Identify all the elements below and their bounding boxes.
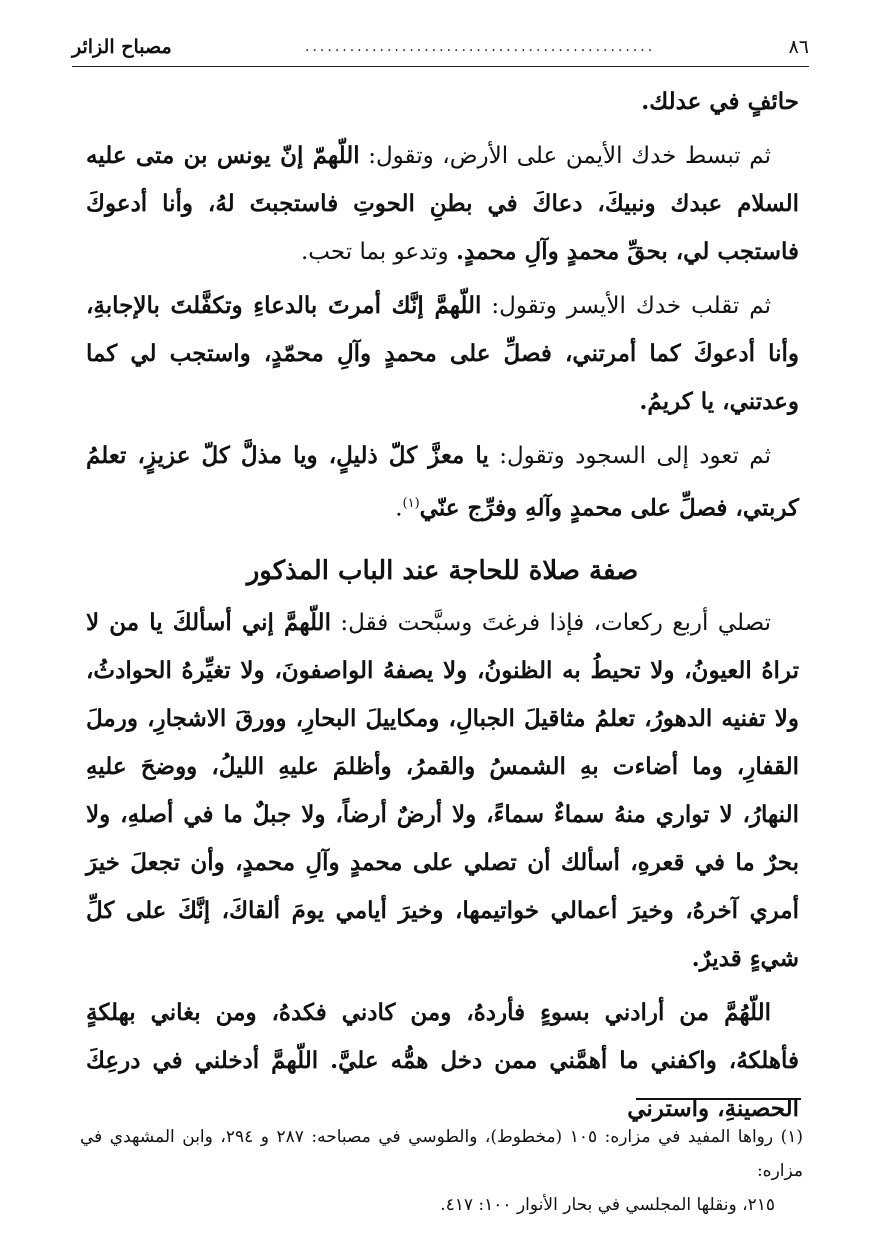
paragraph-6 [86,989,799,1133]
paragraph-4 [86,432,799,533]
footnote-separator [636,1098,801,1100]
paragraph-2-tail: وتدعو بما تحب. [301,239,456,265]
page-number: ٨٦ [788,36,809,58]
paragraph-2-lead: ثم تبسط خدك الأيمن على الأرض، وتقول: [359,143,771,169]
footnotes [80,1120,803,1222]
header-dot-leader: ............................................... [305,39,656,55]
running-header [72,30,809,64]
paragraph-1 [86,78,799,126]
paragraph-5-dua: اللّهمَّ إني أسألكَ يا من لا تراهُ العيونُ، ولا تحيطُ به الظنونُ، ولا يصفهُ الواصفونَ، ولا تغيِّرهُ الحوادثُ، ولا تفنيه الدهورُ، تعلمُ مثاقيلَ الجبالِ، ومكاييلَ البحارِ، وورقَ الاشجارِ، ورملَ القفارِ، وما أضاءت بهِ الشمسُ والقمرُ، وأظلمَ عليهِ الليلُ، ووضحَ عليهِ النهارُ، لا تواري منهُ سماءٌ سماءً، ولا أرضٌ أرضاً، ولا جبلٌ ما في أصلهِ، ولا بحرٌ ما في قعرهِ، أسألك أن تصلي على محمدٍ وآلِ محمدٍ، وأن تجعلَ خيرَ أمري آخرهُ، وخيرَ أعمالي خواتيمها، وخيرَ أيامي يومَ ألقاكَ، إنَّكَ على كلِّ شيءٍ قديرٌ. [86,608,799,972]
paragraph-3 [86,282,799,426]
paragraph-5-lead: تصلي أربع ركعات، فإذا فرغتَ وسبَّحت فقل: [330,609,771,636]
paragraph-2 [86,132,799,276]
paragraph-2-dua: اللّهمّ إنّ يونس بن متى عليه السلام عبدك ونبيكَ، دعاكَ في بطنِ الحوتِ فاستجبتَ لهُ، وأنا أدعوكَ فاستجب لي، بحقِّ محمدٍ وآلِ محمدٍ. [86,142,799,265]
paragraph-4-dua: يا معزَّ كلّ ذليلٍ، ويا مذلَّ كلّ عزيزٍ، تعلمُ كربتي، فصلِّ على محمدٍ وآلهِ وفرِّج عنّي [86,442,799,522]
section-heading: صفة صلاة للحاجة عند الباب المذكور [246,555,639,586]
footnote-1-line-2: ٢١٥، ونقلها المجلسي في بحار الأنوار ١٠٠: ٤١٧. [440,1195,775,1215]
header-rule [72,66,809,67]
paragraph-5 [86,599,799,983]
footnote-1-line-1: (١) رواها المفيد في مزاره: ١٠٥ (مخطوط)، والطوسي في مصباحه: ٢٨٧ و ٢٩٤، وابن المشهدي في مزاره: [80,1127,804,1181]
paragraph-3-dua: اللّهمَّ إنَّك أمرتَ بالدعاءِ وتكفَّلتَ بالإجابةِ، وأنا أدعوكَ كما أمرتني، فصلِّ على محمدٍ وآلِ محمّدٍ، واستجب لي كما وعدتني، يا كريمُ. [86,292,799,415]
paragraph-3-lead: ثم تقلب خدك الأيسر وتقول: [481,293,771,319]
main-text [86,78,799,1139]
paragraph-6-dua: اللّهُمَّ من أرادني بسوءٍ فأردهُ، ومن كادني فكدهُ، ومن بغاني بهلكةٍ فأهلكهُ، واكفني ما أهمَّني ممن دخل همُّه عليَّ. اللّهمَّ أدخلني في درعِكَ الحصينةِ، واسترني [86,998,799,1122]
paragraph-4-lead: ثم تعود إلى السجود وتقول: [488,443,771,469]
paragraph-1-text: حائفٍ في عدلك. [641,88,799,115]
paragraph-4-end: . [395,495,403,522]
book-title: مصباح الزائر [72,36,172,58]
footnote-marker[interactable]: (١) [402,496,420,511]
